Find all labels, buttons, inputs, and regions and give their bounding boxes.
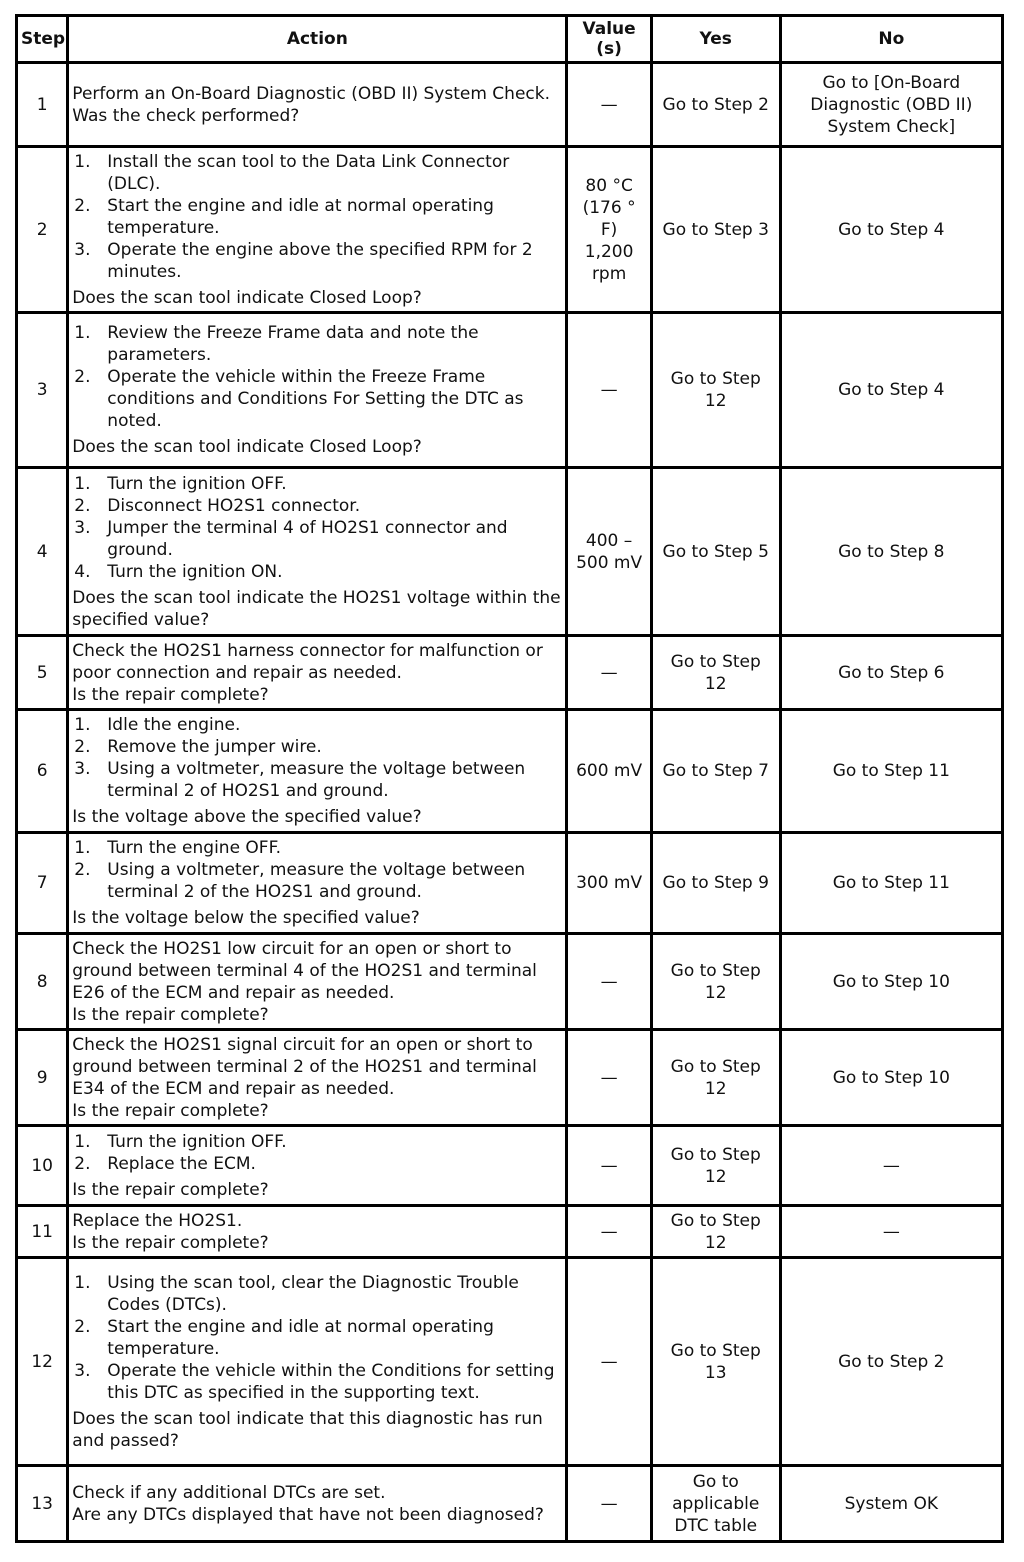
step-number: 8: [18, 935, 66, 1028]
action-question: Replace the HO2S1. Is the repair complete?: [72, 1210, 269, 1253]
yes-cell: Go to Step 2: [653, 64, 779, 145]
table-row: [18, 1031, 1001, 1124]
no-cell: System OK: [782, 1467, 1001, 1540]
action-step: 1. Turn the ignition OFF.: [74, 1131, 287, 1152]
action-cell: [69, 148, 565, 311]
action-question: Does the scan tool indicate the HO2S1 voltage within the specified value?: [72, 587, 561, 630]
step-index: 4.: [74, 561, 91, 582]
action-question: Check if any additional DTCs are set. Are any DTCs displayed that have not been diagnosed?: [72, 1482, 544, 1525]
yes-cell: Go to Step 12: [653, 1031, 779, 1124]
table-row: [18, 1259, 1001, 1464]
step-number: 2: [18, 148, 66, 311]
step-index: 1.: [74, 1272, 91, 1293]
step-index: 2.: [74, 1316, 91, 1337]
value-cell: 300 mV: [568, 834, 650, 932]
action-step: 4. Turn the ignition ON.: [74, 561, 283, 582]
value-cell: —: [568, 1031, 650, 1124]
header-action: Action: [69, 17, 565, 61]
action-step: 3. Operate the vehicle within the Conditions for setting this DTC as specified in the supporting text.: [74, 1360, 555, 1403]
action-cell: [69, 1031, 565, 1124]
action-step: 2. Replace the ECM.: [74, 1153, 256, 1174]
step-index: 1.: [74, 323, 91, 343]
action-step: 2. Start the engine and idle at normal operating temperature.: [74, 195, 494, 238]
action-steps: [72, 837, 562, 903]
table-row: [18, 1467, 1001, 1540]
action-question: Check the HO2S1 low circuit for an open or short to ground between terminal 4 of the HO2S1 and terminal E26 of the ECM and repair as needed. Is the repair complete?: [72, 938, 537, 1025]
step-number: 9: [18, 1031, 66, 1124]
yes-cell: Go to Step 12: [653, 314, 779, 466]
no-cell: Go to Step 11: [782, 834, 1001, 932]
table-row: [18, 1207, 1001, 1256]
value-cell: —: [568, 1207, 650, 1256]
header-step: Step: [18, 17, 66, 61]
action-question: Does the scan tool indicate that this diagnostic has run and passed?: [72, 1408, 543, 1451]
no-cell: Go to [On-Board Diagnostic (OBD II) System Check]: [782, 64, 1001, 145]
action-question: Is the voltage below the specified value?: [72, 908, 420, 928]
value-cell: —: [568, 314, 650, 466]
action-steps: [72, 322, 562, 432]
yes-cell: Go to Step 12: [653, 637, 779, 708]
step-index: 1.: [74, 151, 91, 172]
action-cell: [69, 1259, 565, 1464]
value-cell: —: [568, 64, 650, 145]
action-steps: [72, 473, 562, 583]
step-number: 11: [18, 1207, 66, 1256]
step-number: 1: [18, 64, 66, 145]
table-row: [18, 834, 1001, 932]
table-row: [18, 314, 1001, 466]
header-yes: Yes: [653, 17, 779, 61]
action-steps: [72, 1131, 562, 1175]
action-cell: [69, 64, 565, 145]
step-number: 6: [18, 711, 66, 831]
table-row: [18, 935, 1001, 1028]
yes-cell: Go to Step 9: [653, 834, 779, 932]
action-step: 3. Operate the engine above the specified RPM for 2 minutes.: [74, 239, 533, 282]
table-row: [18, 637, 1001, 708]
action-step: 1. Using the scan tool, clear the Diagnostic Trouble Codes (DTCs).: [74, 1272, 519, 1315]
step-index: 3.: [74, 517, 91, 538]
action-steps: [72, 714, 562, 802]
table-row: [18, 148, 1001, 311]
step-number: 12: [18, 1259, 66, 1464]
step-index: 2.: [74, 495, 91, 516]
action-steps: [72, 151, 562, 283]
no-cell: Go to Step 2: [782, 1259, 1001, 1464]
step-index: 3.: [74, 1360, 91, 1381]
yes-cell: Go to Step 12: [653, 1127, 779, 1204]
no-cell: Go to Step 11: [782, 711, 1001, 831]
yes-cell: Go to Step 5: [653, 469, 779, 634]
step-index: 1.: [74, 838, 91, 858]
action-question: Does the scan tool indicate Closed Loop?: [72, 437, 422, 457]
action-cell: [69, 1467, 565, 1540]
step-index: 3.: [74, 239, 91, 260]
action-question: Check the HO2S1 signal circuit for an open or short to ground between terminal 2 of the HO2S1 and terminal E34 of the ECM and repair as needed. Is the repair complete?: [72, 1034, 537, 1121]
value-cell: —: [568, 935, 650, 1028]
header-no: No: [782, 17, 1001, 61]
action-step: 1. Turn the ignition OFF.: [74, 473, 287, 494]
step-index: 2.: [74, 860, 91, 880]
step-index: 2.: [74, 737, 91, 757]
step-index: 2.: [74, 367, 91, 387]
step-number: 4: [18, 469, 66, 634]
step-number: 13: [18, 1467, 66, 1540]
action-step: 1. Review the Freeze Frame data and note the parameters.: [74, 323, 479, 365]
value-cell: 80 °C (176 ° F) 1,200 rpm: [568, 148, 650, 311]
action-step: 2. Remove the jumper wire.: [74, 737, 322, 757]
action-cell: [69, 314, 565, 466]
action-cell: [69, 1207, 565, 1256]
action-cell: [69, 637, 565, 708]
action-step: 2. Using a voltmeter, measure the voltage between terminal 2 of the HO2S1 and ground.: [74, 860, 526, 902]
no-cell: Go to Step 10: [782, 1031, 1001, 1124]
action-step: 3. Jumper the terminal 4 of HO2S1 connector and ground.: [74, 517, 508, 560]
header-value: Value (s): [568, 17, 650, 61]
step-index: 1.: [74, 473, 91, 494]
yes-cell: Go to Step 12: [653, 935, 779, 1028]
action-step: 2. Start the engine and idle at normal operating temperature.: [74, 1316, 494, 1359]
action-cell: [69, 935, 565, 1028]
no-cell: —: [782, 1207, 1001, 1256]
step-number: 5: [18, 637, 66, 708]
table-row: [18, 711, 1001, 831]
table-body: [18, 64, 1001, 1540]
action-question: Does the scan tool indicate Closed Loop?: [72, 287, 422, 308]
diagnostic-table: [15, 14, 1004, 1543]
yes-cell: Go to Step 13: [653, 1259, 779, 1464]
value-cell: —: [568, 637, 650, 708]
yes-cell: Go to Step 7: [653, 711, 779, 831]
value-cell: —: [568, 1127, 650, 1204]
yes-cell: Go to applicable DTC table: [653, 1467, 779, 1540]
action-step: 2. Disconnect HO2S1 connector.: [74, 495, 361, 516]
action-step: 3. Using a voltmeter, measure the voltage between terminal 2 of HO2S1 and ground.: [74, 759, 526, 801]
step-number: 10: [18, 1127, 66, 1204]
table-row: [18, 1127, 1001, 1204]
step-number: 7: [18, 834, 66, 932]
no-cell: Go to Step 6: [782, 637, 1001, 708]
action-question: Is the voltage above the specified value?: [72, 807, 422, 827]
action-cell: [69, 1127, 565, 1204]
action-steps: [72, 1272, 562, 1404]
action-cell: [69, 834, 565, 932]
table-row: [18, 64, 1001, 145]
action-question: Is the repair complete?: [72, 1179, 269, 1200]
action-cell: [69, 711, 565, 831]
value-cell: 400 – 500 mV: [568, 469, 650, 634]
no-cell: Go to Step 8: [782, 469, 1001, 634]
step-index: 1.: [74, 1131, 91, 1152]
step-index: 1.: [74, 715, 91, 735]
table-row: [18, 469, 1001, 634]
action-question: Perform an On-Board Diagnostic (OBD II) System Check. Was the check performed?: [72, 83, 550, 126]
yes-cell: Go to Step 12: [653, 1207, 779, 1256]
step-index: 2.: [74, 1153, 91, 1174]
header-row: [18, 17, 1001, 61]
action-step: 1. Idle the engine.: [74, 715, 241, 735]
value-cell: —: [568, 1467, 650, 1540]
action-step: 1. Install the scan tool to the Data Link Connector (DLC).: [74, 151, 510, 194]
no-cell: —: [782, 1127, 1001, 1204]
step-index: 3.: [74, 759, 91, 779]
action-question: Check the HO2S1 harness connector for malfunction or poor connection and repair as needed. Is the repair complete?: [72, 640, 543, 705]
step-number: 3: [18, 314, 66, 466]
step-index: 2.: [74, 195, 91, 216]
no-cell: Go to Step 10: [782, 935, 1001, 1028]
value-cell: 600 mV: [568, 711, 650, 831]
action-step: 2. Operate the vehicle within the Freeze Frame conditions and Conditions For Setting the DTC as noted.: [74, 367, 524, 431]
value-cell: —: [568, 1259, 650, 1464]
action-cell: [69, 469, 565, 634]
yes-cell: Go to Step 3: [653, 148, 779, 311]
no-cell: Go to Step 4: [782, 148, 1001, 311]
action-step: 1. Turn the engine OFF.: [74, 838, 282, 858]
no-cell: Go to Step 4: [782, 314, 1001, 466]
